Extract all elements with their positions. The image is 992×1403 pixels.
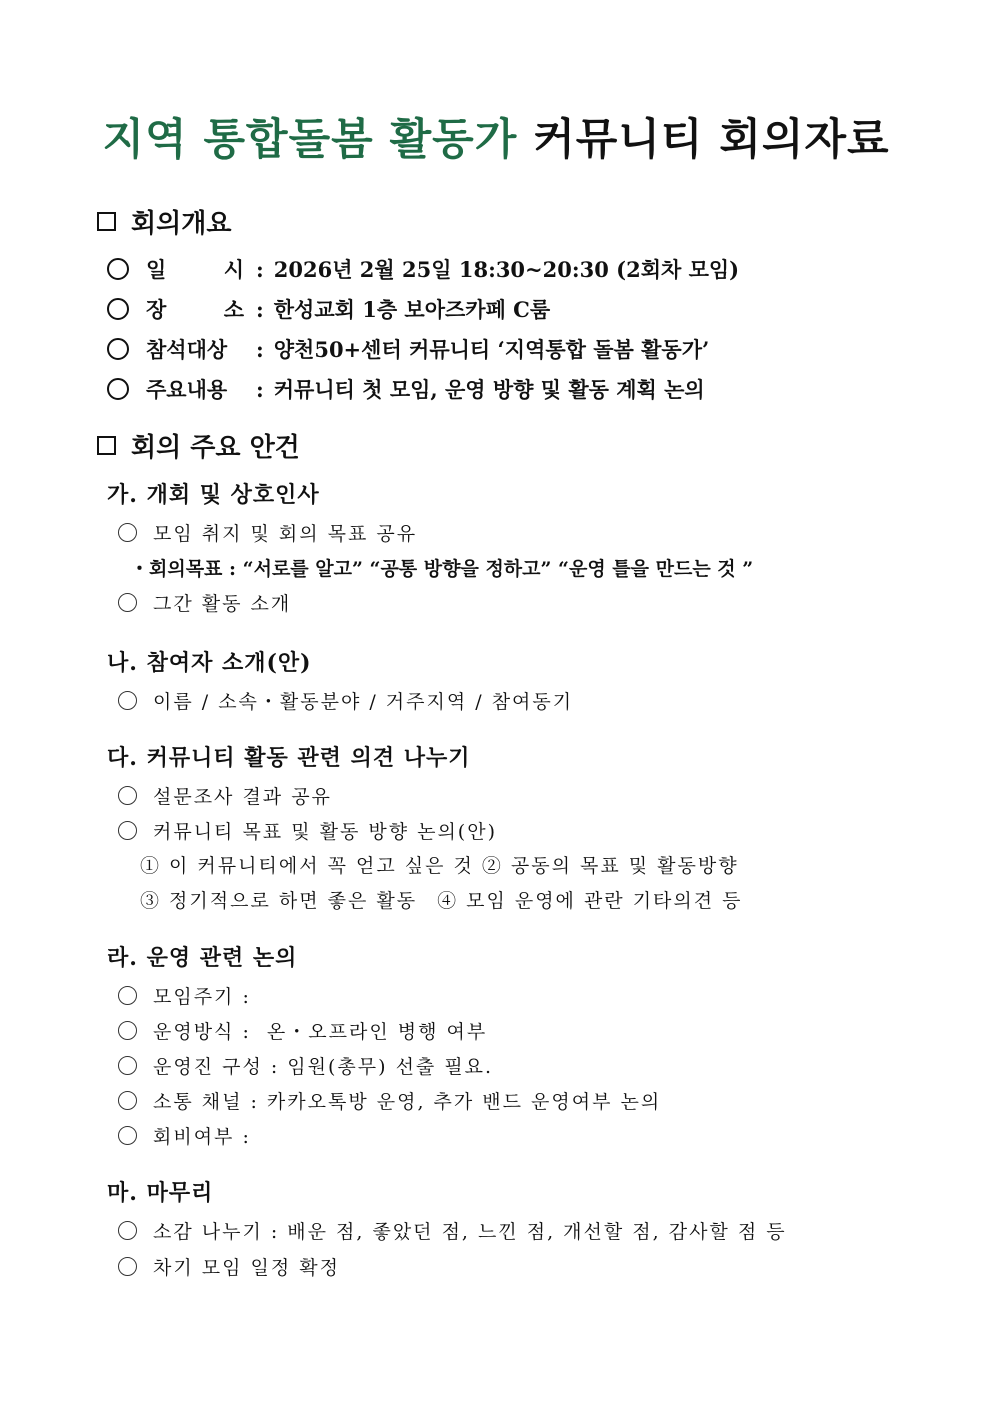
agenda-section-title: 라. 운영 관련 논의 xyxy=(107,945,298,971)
agenda-section-title: 나. 참여자 소개(안) xyxy=(107,650,312,676)
colon: : xyxy=(256,256,264,282)
overview-heading-text: 회의개요 xyxy=(131,209,232,239)
list-item xyxy=(118,1251,340,1281)
circle-bullet-icon xyxy=(107,338,129,360)
numbered-item-text: ③ 정기적으로 하면 좋은 활동 xyxy=(140,890,418,912)
list-item-text: 운영방식 : 온・오프라인 병행 여부 xyxy=(153,1020,488,1043)
list-item-text: 커뮤니티 목표 및 활동 방향 논의(안) xyxy=(153,820,497,843)
label-char: 소 xyxy=(223,297,244,322)
overview-row-main-content xyxy=(107,372,705,406)
circle-bullet-icon xyxy=(118,821,137,840)
label-char: 장 xyxy=(146,297,167,322)
overview-row-datetime xyxy=(107,252,739,286)
agenda-section-title: 가. 개회 및 상호인사 xyxy=(107,482,320,508)
section-heading-overview xyxy=(97,203,231,240)
overview-label: 참석대상 xyxy=(146,337,228,362)
list-item-text: 소감 나누기 : 배운 점, 좋았던 점, 느낀 점, 개선할 점, 감사할 점 등 xyxy=(153,1220,787,1243)
list-item-text: 설문조사 결과 공유 xyxy=(153,785,332,808)
list-item-text: 그간 활동 소개 xyxy=(153,592,292,615)
circle-bullet-icon xyxy=(118,523,137,542)
overview-value: 한성교회 1층 보아즈카페 C룸 xyxy=(273,297,551,322)
title-green-part: 지역 통합돌봄 활동가 xyxy=(102,115,518,165)
list-item xyxy=(118,1085,661,1115)
list-item xyxy=(118,815,497,845)
overview-value: 양천50+센터 커뮤니티 ‘지역통합 돌봄 활동가’ xyxy=(273,337,710,362)
circle-bullet-icon xyxy=(107,258,129,280)
list-item xyxy=(118,1120,251,1150)
label-char: 시 xyxy=(223,257,244,282)
meeting-goal-bullet: ・회의목표 : “서로를 알고” “공통 방향을 정하고” “운영 틀을 만드는 것 ” xyxy=(130,558,754,580)
list-item-text: 모임주기 : xyxy=(153,985,251,1008)
list-item xyxy=(118,1050,493,1080)
page-title xyxy=(0,106,992,167)
circle-bullet-icon xyxy=(107,298,129,320)
overview-row-attendees xyxy=(107,332,709,366)
circle-bullet-icon xyxy=(118,1126,137,1145)
numbered-item-text: ④ 모임 운영에 관란 기타의견 등 xyxy=(437,890,743,912)
circle-bullet-icon xyxy=(118,1021,137,1040)
circle-bullet-icon xyxy=(118,1221,137,1240)
circle-bullet-icon xyxy=(107,378,129,400)
agenda-section-title: 마. 마무리 xyxy=(107,1180,214,1206)
numbered-line: ① 이 커뮤니티에서 꼭 얻고 싶은 것 ② 공동의 목표 및 활동방향 xyxy=(140,855,739,877)
circle-bullet-icon xyxy=(118,1056,137,1075)
list-item xyxy=(118,517,417,547)
list-item-text: 소통 채널 : 카카오톡방 운영, 추가 밴드 운영여부 논의 xyxy=(153,1090,662,1113)
list-item xyxy=(118,685,573,715)
overview-label: 주요내용 xyxy=(146,377,228,402)
circle-bullet-icon xyxy=(118,593,137,612)
colon: : xyxy=(256,336,264,362)
checkbox-square-icon xyxy=(97,212,116,231)
checkbox-square-icon xyxy=(97,436,116,455)
agenda-section-title: 다. 커뮤니티 활동 관련 의견 나누기 xyxy=(107,745,471,771)
overview-label xyxy=(146,294,244,324)
title-black-part: 커뮤니티 회의자료 xyxy=(533,115,890,165)
list-item-text: 회비여부 : xyxy=(153,1125,251,1148)
list-item xyxy=(118,1215,787,1245)
section-heading-agenda xyxy=(97,427,300,464)
colon: : xyxy=(256,376,264,402)
list-item-text: 모임 취지 및 회의 목표 공유 xyxy=(153,522,418,545)
list-item xyxy=(118,1015,487,1045)
overview-value: 2026년 2월 25일 18:30~20:30 (2회차 모임) xyxy=(273,257,740,282)
list-item xyxy=(118,980,251,1010)
list-item-text: 차기 모임 일정 확정 xyxy=(153,1256,340,1279)
circle-bullet-icon xyxy=(118,1257,137,1276)
list-item xyxy=(118,780,332,810)
circle-bullet-icon xyxy=(118,986,137,1005)
list-item-text: 운영진 구성 : 임원(총무) 선출 필요. xyxy=(153,1055,494,1078)
agenda-heading-text: 회의 주요 안건 xyxy=(131,433,300,463)
list-item-text: 이름 / 소속・활동분야 / 거주지역 / 참여동기 xyxy=(153,690,574,713)
overview-row-place xyxy=(107,292,550,326)
circle-bullet-icon xyxy=(118,691,137,710)
colon: : xyxy=(256,296,264,322)
overview-label xyxy=(146,254,244,284)
numbered-line xyxy=(140,886,743,913)
label-char: 일 xyxy=(146,257,167,282)
circle-bullet-icon xyxy=(118,786,137,805)
overview-value: 커뮤니티 첫 모임, 운영 방향 및 활동 계획 논의 xyxy=(273,377,705,402)
circle-bullet-icon xyxy=(118,1091,137,1110)
list-item xyxy=(118,587,291,617)
